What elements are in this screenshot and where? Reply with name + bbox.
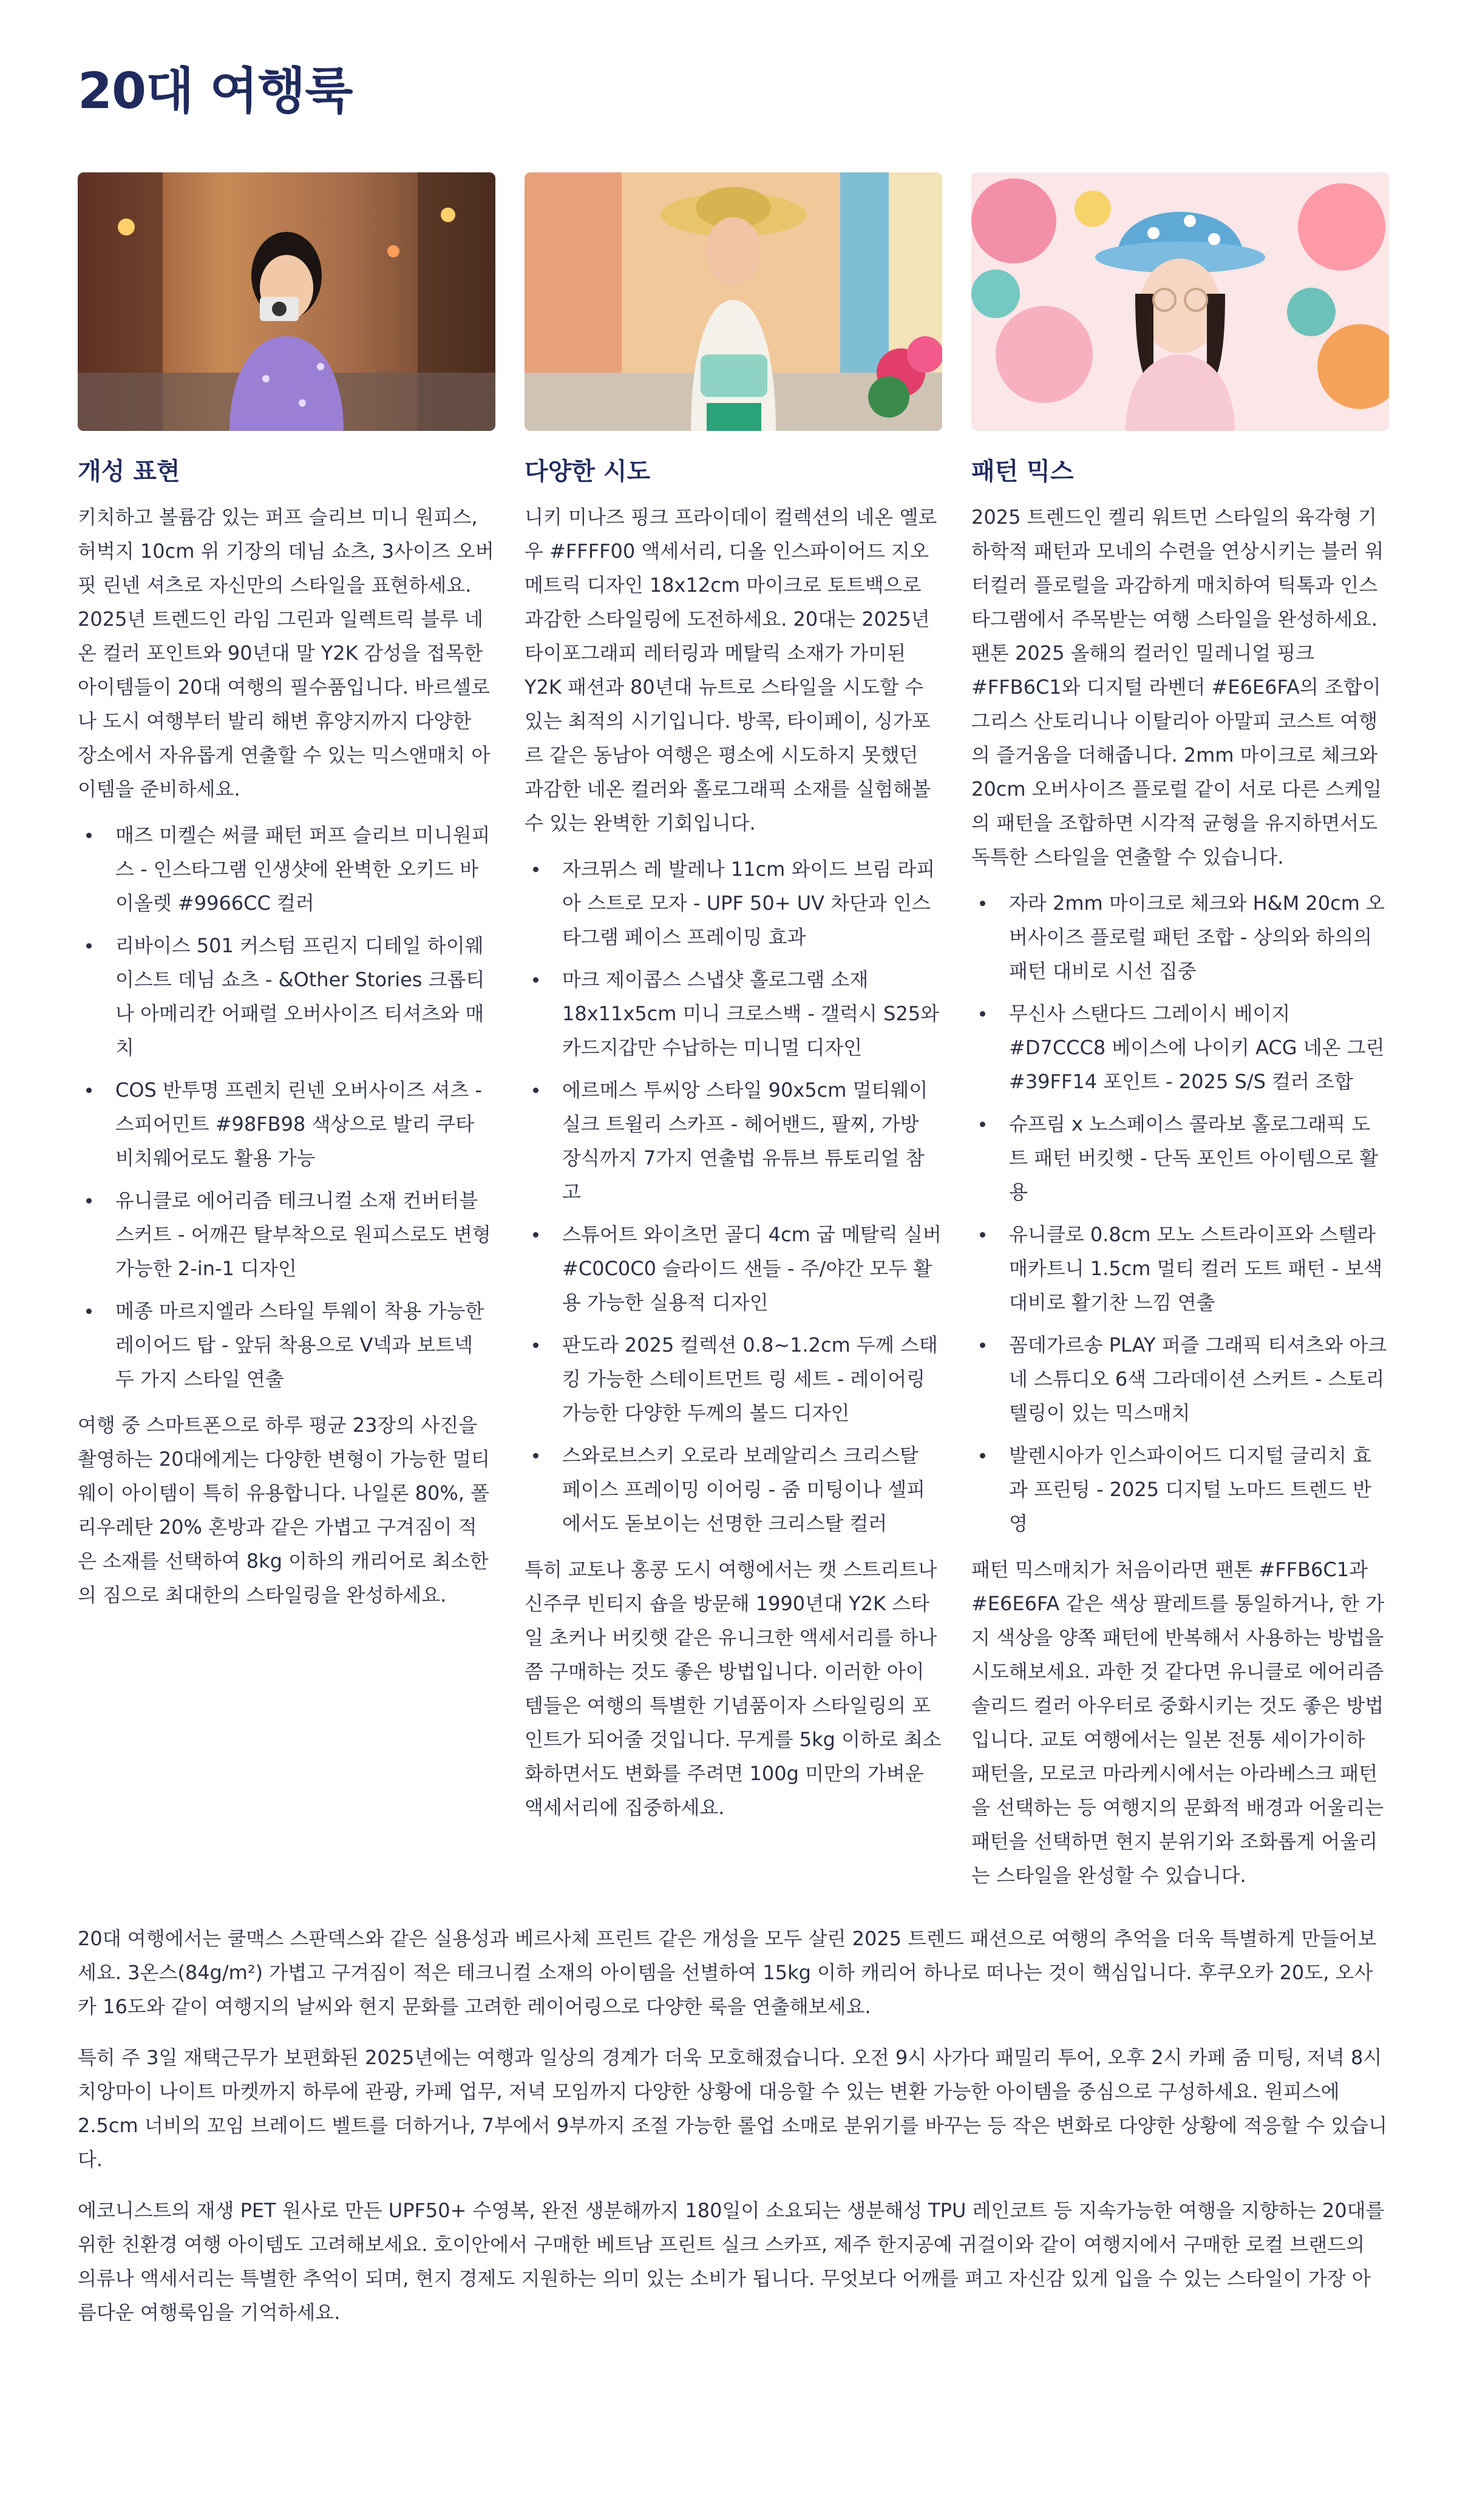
article [78, 58, 1389, 2346]
column-heading: 패턴 믹스 [971, 458, 1074, 486]
list-item: 유니클로 에어리즘 테크니컬 소재 컨버터블 스커트 - 어깨끈 탈부착으로 원피스로도 변형 가능한 2-in-1 디자인 [78, 1184, 495, 1285]
list-item: 마크 제이콥스 스냅샷 홀로그램 소재 18x11x5cm 미니 크로스백 - 갤럭시 S25와 카드지갑만 수납하는 미니멀 디자인 [525, 963, 942, 1065]
footer-text [78, 1922, 1389, 2329]
list-item: 스튜어트 와이츠먼 골디 4cm 굽 메탈릭 실버 #C0C0C0 슬라이드 샌들 - 주/야간 모두 활용 가능한 실용적 디자인 [525, 1218, 942, 1319]
bullet-icon [86, 1309, 92, 1314]
column-personality [78, 172, 495, 1897]
column-outro: 특히 교토나 홍콩 도시 여행에서는 캣 스트리트나 신주쿠 빈티지 숍을 방문해 1990년대 Y2K 스타일 초커나 버킷햇 같은 유니크한 액세서리를 하나쯤 구매하는 것도 좋은 방법입니다. 이러한 아이템들은 여행의 특별한 기념품이자 스타일링의 포인트가 되어줄 것입니다. 무게를 5kg 이하로 최소화하면서도 변화를 주려면 100g 미만의 가벼운 액세서리에 집중하세요. [525, 1558, 942, 1819]
bullet-icon [533, 867, 538, 872]
bullet-icon [980, 1122, 985, 1127]
list-item: 자라 2mm 마이크로 체크와 H&M 20cm 오버사이즈 플로럴 패턴 조합 - 상의와 하의의 패턴 대비로 시선 집중 [971, 886, 1389, 988]
bullet-icon [980, 1011, 985, 1017]
photo-floral-bucket-hat [971, 172, 1389, 431]
item-list [78, 818, 495, 1396]
bullet-icon [980, 901, 985, 906]
list-item: 리바이스 501 커스텀 프린지 디테일 하이웨이스트 데님 쇼츠 - &Other Stories 크롭티나 아메리칸 어패럴 오버사이즈 티셔츠와 매치 [78, 929, 495, 1065]
footer-paragraph: 특히 주 3일 재택근무가 보편화된 2025년에는 여행과 일상의 경계가 더욱 모호해졌습니다. 오전 9시 사가다 패밀리 투어, 오후 2시 카페 줌 미팅, 저녁 8시 치앙마이 나이트 마켓까지 하루에 관광, 카페 업무, 저녁 모임까지 다양한 상황에 대응할 수 있는 변환 가능한 아이템을 중심으로 구성하세요. 원피스에 2.5cm 너비의 꼬임 브레이드 벨트를 더하거나, 7부에서 9부까지 조절 가능한 롤업 소매로 분위기를 바꾸는 등 작은 변화로 다양한 상황에 적응할 수 있습니다. [78, 2046, 1388, 2171]
list-item: 무신사 스탠다드 그레이시 베이지 #D7CCC8 베이스에 나이키 ACG 네온 그린 #39FF14 포인트 - 2025 S/S 컬러 조합 [971, 997, 1389, 1099]
bullet-icon [86, 833, 92, 838]
column-heading: 다양한 시도 [525, 458, 651, 486]
list-item: 에르메스 투씨앙 스타일 90x5cm 멀티웨이 실크 트윌리 스카프 - 헤어밴드, 팔찌, 가방 장식까지 7가지 연출법 유튜브 튜토리얼 참고 [525, 1073, 942, 1209]
bullet-icon [533, 1088, 538, 1093]
list-item: 자크뮈스 레 발레나 11cm 와이드 브림 라피아 스트로 모자 - UPF 50+ UV 차단과 인스타그램 페이스 프레이밍 효과 [525, 852, 942, 954]
list-item: 슈프림 x 노스페이스 콜라보 홀로그래픽 도트 패턴 버킷햇 - 단독 포인트 아이템으로 활용 [971, 1107, 1389, 1209]
bullet-icon [980, 1232, 985, 1238]
column-intro: 키치하고 볼륨감 있는 퍼프 슬리브 미니 원피스, 허벅지 10cm 위 기장의 데님 쇼츠, 3사이즈 오버핏 린넨 셔츠로 자신만의 스타일을 표현하세요. 2025년 트렌드인 라임 그린과 일렉트릭 블루 네온 컬러 포인트와 90년대 말 Y2K 감성을 접목한 아이템들이 20대 여행의 필수품입니다. 바르셀로나 도시 여행부터 발리 해변 휴양지까지 다양한 장소에서 자유롭게 연출할 수 있는 믹스앤매치 아이템을 준비하세요. [78, 506, 494, 801]
column-outro: 패턴 믹스매치가 처음이라면 팬톤 #FFB6C1과 #E6E6FA 같은 색상 팔레트를 통일하거나, 한 가지 색상을 양쪽 패턴에 반복해서 사용하는 방법을 시도해보세요. 과한 것 같다면 유니클로 에어리즘 솔리드 컬러 아우터로 중화시키는 것도 좋은 방법입니다. 교토 여행에서는 일본 전통 세이가이하 패턴을, 모로코 마라케시에서는 아라베스크 패턴을 선택하는 등 여행지의 문화적 배경과 어울리는 패턴을 선택하면 현지 분위기와 조화롭게 어울리는 스타일을 완성할 수 있습니다. [971, 1558, 1385, 1887]
item-list [971, 886, 1389, 1540]
photo-straw-hat [525, 172, 942, 431]
bullet-icon [86, 943, 92, 949]
bullet-icon [980, 1343, 985, 1348]
bullet-icon [980, 1453, 985, 1458]
list-item: COS 반투명 프렌치 린넨 오버사이즈 셔츠 - 스피어민트 #98FB98 색상으로 발리 쿠타 비치웨어로도 활용 가능 [78, 1073, 495, 1175]
photo-street-camera [78, 172, 495, 431]
column-intro: 니키 미나즈 핑크 프라이데이 컬렉션의 네온 옐로우 #FFFF00 액세서리, 디올 인스파이어드 지오메트릭 디자인 18x12cm 마이크로 토트백으로 과감한 스타일링에 도전하세요. 20대는 2025년 타이포그래피 레터링과 메탈릭 소재가 가미된 Y2K 패션과 80년대 뉴트로 스타일을 시도할 수 있는 최적의 시기입니다. 방콕, 타이페이, 싱가포르 같은 동남아 여행은 평소에 시도하지 못했던 과감한 네온 컬러와 홀로그래픽 소재를 실험해볼 수 있는 완벽한 기회입니다. [525, 506, 937, 835]
list-item: 발렌시아가 인스파이어드 디지털 글리치 효과 프린팅 - 2025 디지털 노마드 트렌드 반영 [971, 1438, 1389, 1540]
footer-paragraph: 20대 여행에서는 쿨맥스 스판덱스와 같은 실용성과 베르사체 프린트 같은 개성을 모두 살린 2025 트렌드 패션으로 여행의 추억을 더욱 특별하게 만들어보세요. 3온스(84g/m²) 가볍고 구겨짐이 적은 테크니컬 소재의 아이템을 선별하여 15kg 이하 캐리어 하나로 떠나는 것이 핵심입니다. 후쿠오카 20도, 오사카 16도와 같이 여행지의 날씨와 현지 문화를 고려한 레이어링으로 다양한 룩을 연출해보세요. [78, 1927, 1377, 2018]
list-item: 꼼데가르송 PLAY 퍼즐 그래픽 티셔츠와 아크네 스튜디오 6색 그라데이션 스커트 - 스토리텔링이 있는 믹스매치 [971, 1328, 1389, 1430]
list-item: 유니클로 0.8cm 모노 스트라이프와 스텔라 매카트니 1.5cm 멀티 컬러 도트 패턴 - 보색 대비로 활기찬 느낌 연출 [971, 1218, 1389, 1319]
column-heading: 개성 표현 [78, 458, 180, 486]
column-outro: 여행 중 스마트폰으로 하루 평균 23장의 사진을 촬영하는 20대에게는 다양한 변형이 가능한 멀티웨이 아이템이 특히 유용합니다. 나일론 80%, 폴리우레탄 20% 혼방과 같은 가볍고 구겨짐이 적은 소재를 선택하여 8kg 이하의 캐리어로 최소한의 짐으로 최대한의 스타일링을 완성하세요. [78, 1414, 490, 1607]
list-item: 매즈 미켈슨 써클 패턴 퍼프 슬리브 미니원피스 - 인스타그램 인생샷에 완벽한 오키드 바이올렛 #9966CC 컬러 [78, 818, 495, 920]
item-list [525, 852, 942, 1540]
list-item: 판도라 2025 컬렉션 0.8~1.2cm 두께 스태킹 가능한 스테이트먼트 링 세트 - 레이어링 가능한 다양한 두께의 볼드 디자인 [525, 1328, 942, 1430]
column-variety [525, 172, 942, 1897]
bullet-icon [533, 1453, 538, 1458]
page-title: 20대 여행룩 [78, 63, 353, 120]
bullet-icon [533, 1343, 538, 1348]
list-item: 스와로브스키 오로라 보레알리스 크리스탈 페이스 프레이밍 이어링 - 줌 미팅이나 셀피에서도 돋보이는 선명한 크리스탈 컬러 [525, 1438, 942, 1540]
bullet-icon [533, 977, 538, 983]
column-grid [78, 172, 1389, 1897]
footer-paragraph: 에코니스트의 재생 PET 원사로 만든 UPF50+ 수영복, 완전 생분해까지 180일이 소요되는 생분해성 TPU 레인코트 등 지속가능한 여행을 지향하는 20대를 위한 친환경 여행 아이템도 고려해보세요. 호이안에서 구매한 베트남 프린트 실크 스카프, 제주 한지공예 귀걸이와 같이 여행지에서 구매한 로컬 브랜드의 의류나 액세서리는 특별한 추억이 되며, 현지 경제도 지원하는 의미 있는 소비가 됩니다. 무엇보다 어깨를 펴고 자신감 있게 입을 수 있는 스타일이 가장 아름다운 여행룩임을 기억하세요. [78, 2199, 1385, 2324]
bullet-icon [533, 1232, 538, 1238]
column-intro: 2025 트렌드인 켈리 워트먼 스타일의 육각형 기하학적 패턴과 모네의 수련을 연상시키는 블러 워터컬러 플로럴을 과감하게 매치하여 틱톡과 인스타그램에서 주목받는 여행 스타일을 완성하세요. 팬톤 2025 올해의 컬러인 밀레니얼 핑크 #FFB6C1와 디지털 라벤더 #E6E6FA의 조합이 그리스 산토리니나 이탈리아 아말피 코스트 여행의 즐거움을 더해줍니다. 2mm 마이크로 체크와 20cm 오버사이즈 플로럴 같이 서로 다른 스케일의 패턴을 조합하면 시각적 균형을 유지하면서도 독특한 스타일을 연출할 수 있습니다. [971, 506, 1384, 869]
list-item: 메종 마르지엘라 스타일 투웨이 착용 가능한 레이어드 탑 - 앞뒤 착용으로 V넥과 보트넥 두 가지 스타일 연출 [78, 1294, 495, 1396]
bullet-icon [86, 1088, 92, 1093]
bullet-icon [86, 1198, 92, 1204]
column-pattern-mix [971, 172, 1389, 1897]
